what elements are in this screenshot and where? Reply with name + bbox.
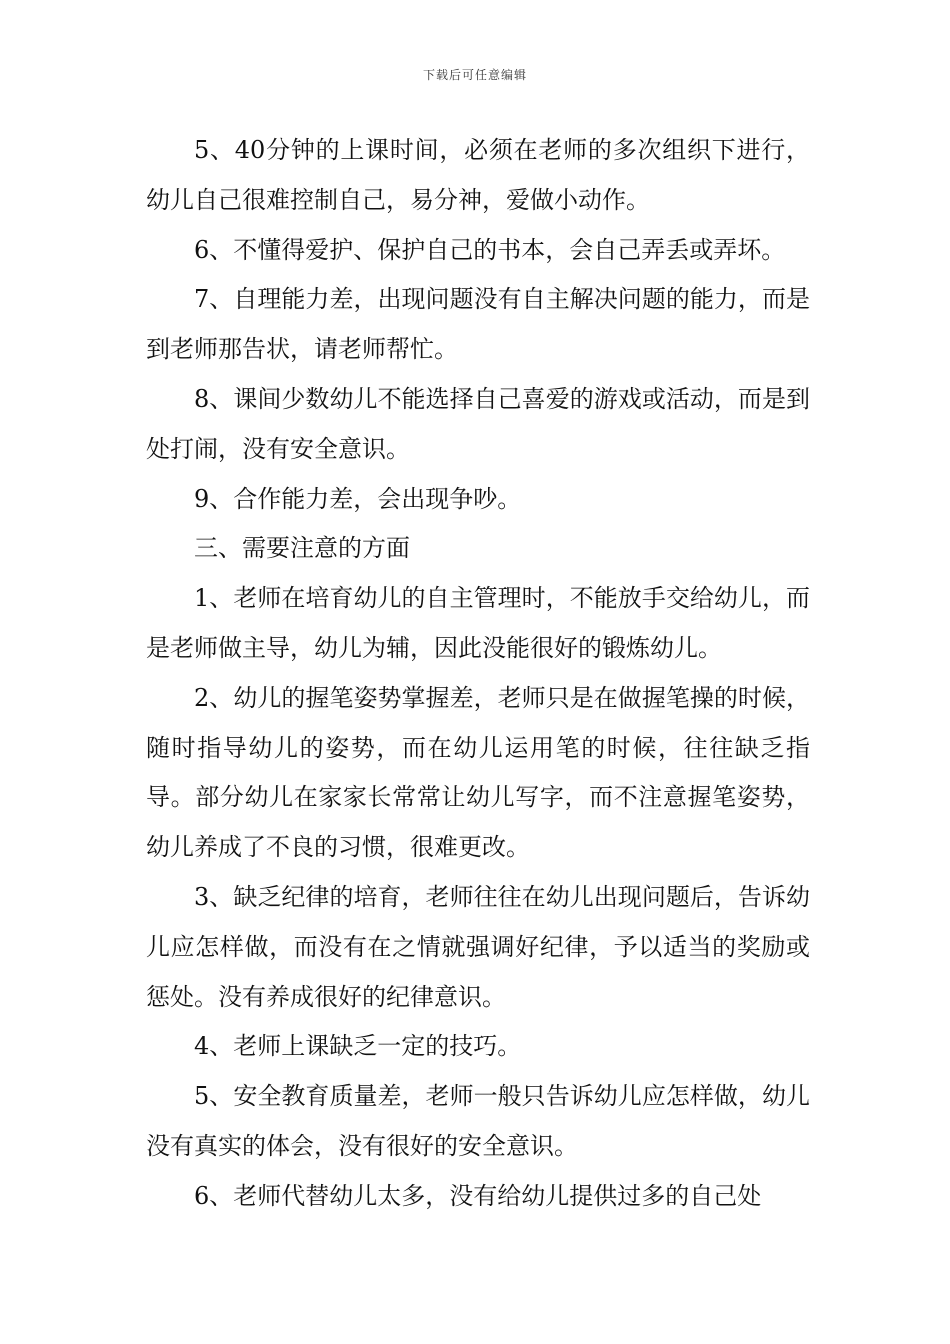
paragraph-5: 9、合作能力差，会出现争吵。 xyxy=(194,484,522,513)
paragraph-2: 6、不懂得爱护、保护自己的书本，会自己弄丢或弄坏。 xyxy=(194,235,786,264)
paragraph-9: 4、老师上课缺乏一定的技巧。 xyxy=(194,1032,522,1061)
paragraph-8: 3、缺乏纪律的培育，老师往往在幼儿出现问题后，告诉幼儿应怎样做，而没有在之情就强调好纪律，予以适当的奖励或惩处。没有养成很好的纪律意识。 xyxy=(146,882,810,1011)
section-heading: 三、需要注意的方面 xyxy=(194,534,410,563)
document-body xyxy=(146,126,810,1222)
paragraph-1: 5、40分钟的上课时间，必须在老师的多次组织下进行，幼儿自己很难控制自己，易分神，爱做小动作。 xyxy=(146,136,810,214)
paragraph-4: 8、课间少数幼儿不能选择自己喜爱的游戏或活动，而是到处打闹，没有安全意识。 xyxy=(146,384,810,463)
paragraph-7: 2、幼儿的握笔姿势掌握差，老师只是在做握笔操的时候，随时指导幼儿的姿势，而在幼儿运用笔的时候，往往缺乏指导。部分幼儿在家家长常常让幼儿写字，而不注意握笔姿势，幼儿养成了不良的习惯，很难更改。 xyxy=(146,683,810,862)
paragraph-11: 6、老师代替幼儿太多，没有给幼儿提供过多的自己处 xyxy=(194,1181,762,1210)
paragraph-3: 7、自理能力差，出现问题没有自主解决问题的能力，而是到老师那告状，请老师帮忙。 xyxy=(146,285,810,364)
paragraph-10: 5、安全教育质量差，老师一般只告诉幼儿应怎样做，幼儿没有真实的体会，没有很好的安全意识。 xyxy=(146,1082,810,1160)
header-note: 下载后可任意编辑 xyxy=(422,68,527,82)
paragraph-6: 1、老师在培育幼儿的自主管理时，不能放手交给幼儿，而是老师做主导，幼儿为辅，因此没能很好的锻炼幼儿。 xyxy=(146,584,810,662)
